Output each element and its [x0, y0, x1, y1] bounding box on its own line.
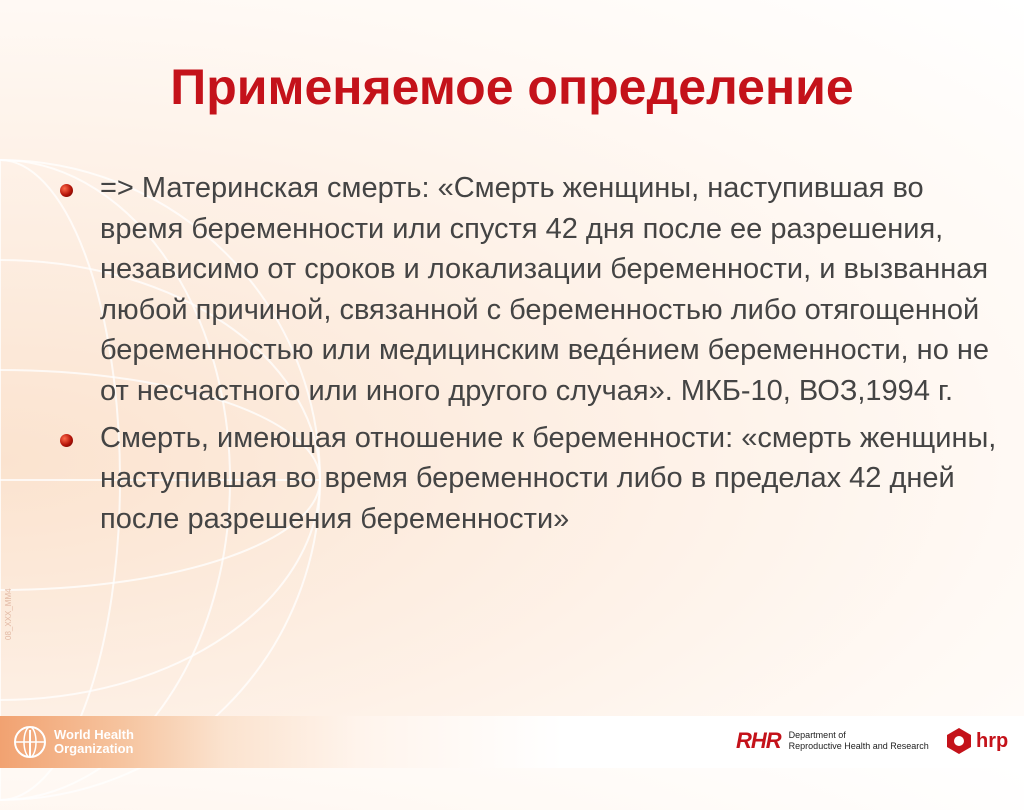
hrp-logo	[944, 726, 1008, 756]
page-title: Применяемое определение	[170, 59, 854, 115]
rhr-logo-mark: RHR	[736, 728, 781, 753]
who-logo	[12, 724, 134, 760]
department-line2: Reproductive Health and Research	[788, 741, 929, 751]
hrp-logo-text: hrp	[976, 729, 1009, 752]
who-name-line2: Organization	[54, 741, 134, 756]
bullet-icon	[60, 434, 73, 447]
footer-bar	[0, 716, 1024, 768]
list-item	[56, 418, 1006, 540]
bullet-text: => Материнская смерть: «Смерть женщины, наступившая во время беременности или спустя 42 дня после ее разрешения, независимо от сроков и локализации беременности, и вызванная любой причиной, связанной с беременностью либо отягощенной беременностью или медицинским ведéнием беременности, но не от несчастного или иного другого случая». МКБ-10, ВОЗ,1994 г.	[100, 172, 990, 407]
who-name-line1: World Health	[54, 727, 134, 742]
hrp-emblem-icon	[944, 726, 974, 756]
rhr-logo	[736, 728, 929, 754]
bullet-icon	[60, 184, 73, 197]
slide-code: 08_XXX_MM4	[4, 588, 13, 640]
department-line1: Department of	[788, 730, 846, 740]
bullet-text: Смерть, имеющая отношение к беременности: «смерть женщины, наступившая во время беременности либо в пределах 42 дней после разрешения беременности»	[100, 421, 997, 535]
list-item	[56, 168, 1006, 412]
bullet-list	[56, 168, 1006, 545]
who-emblem-icon	[12, 724, 48, 760]
